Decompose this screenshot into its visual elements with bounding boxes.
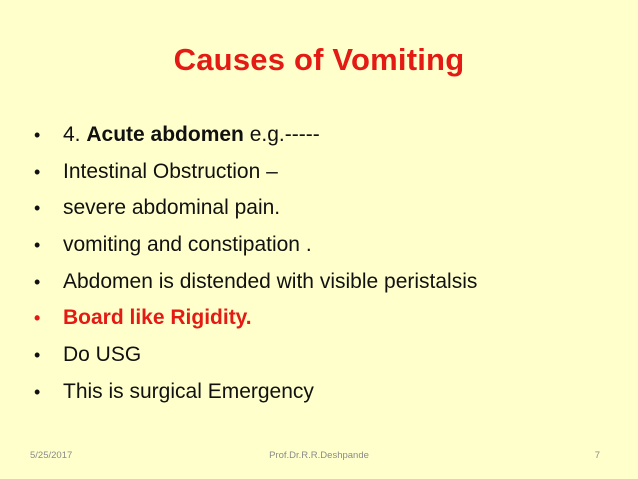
- bullet-text: Intestinal Obstruction –: [63, 159, 278, 183]
- bullet-dot-icon: •: [34, 271, 41, 292]
- bullet-item-usg: [34, 337, 477, 374]
- bullet-text: Do USG: [63, 343, 142, 367]
- slide-title: Causes of Vomiting: [173, 42, 465, 77]
- bullet-bold-text: Acute abdomen: [86, 123, 244, 146]
- bullet-dot-icon: •: [34, 198, 41, 219]
- bullet-text: Abdomen is distended with visible peristalsis: [63, 269, 478, 293]
- bullet-item-vomiting-constipation: [34, 227, 477, 264]
- bullet-item-distended-abdomen: [34, 264, 477, 301]
- bullet-item-acute-abdomen: [34, 117, 477, 154]
- bullet-dot-icon: •: [34, 161, 41, 182]
- bullet-dot-icon: •: [34, 125, 41, 145]
- bullet-text: This is surgical Emergency: [63, 379, 314, 403]
- bullet-text: Board like Rigidity.: [63, 306, 252, 330]
- bullet-suffix: e.g.-----: [243, 123, 320, 146]
- bullet-item-abdominal-pain: [34, 190, 477, 227]
- footer-date: 5/25/2017: [30, 450, 73, 461]
- footer-page-number: 7: [594, 450, 600, 461]
- bullet-dot-icon: •: [34, 308, 41, 329]
- bullet-dot-icon: •: [34, 235, 41, 256]
- bullet-dot-icon: •: [34, 345, 41, 366]
- bullet-item-board-rigidity: [34, 300, 477, 337]
- bullet-dot-icon: •: [34, 381, 41, 402]
- bullet-prefix: 4.: [63, 123, 87, 146]
- bullet-item-intestinal-obstruction: [34, 154, 477, 191]
- bullet-text: severe abdominal pain.: [63, 196, 281, 220]
- bullet-text: vomiting and constipation .: [63, 233, 312, 257]
- bullet-list: [34, 117, 477, 411]
- bullet-item-surgical-emergency: [34, 374, 477, 411]
- footer-author: Prof.Dr.R.R.Deshpande: [269, 450, 369, 461]
